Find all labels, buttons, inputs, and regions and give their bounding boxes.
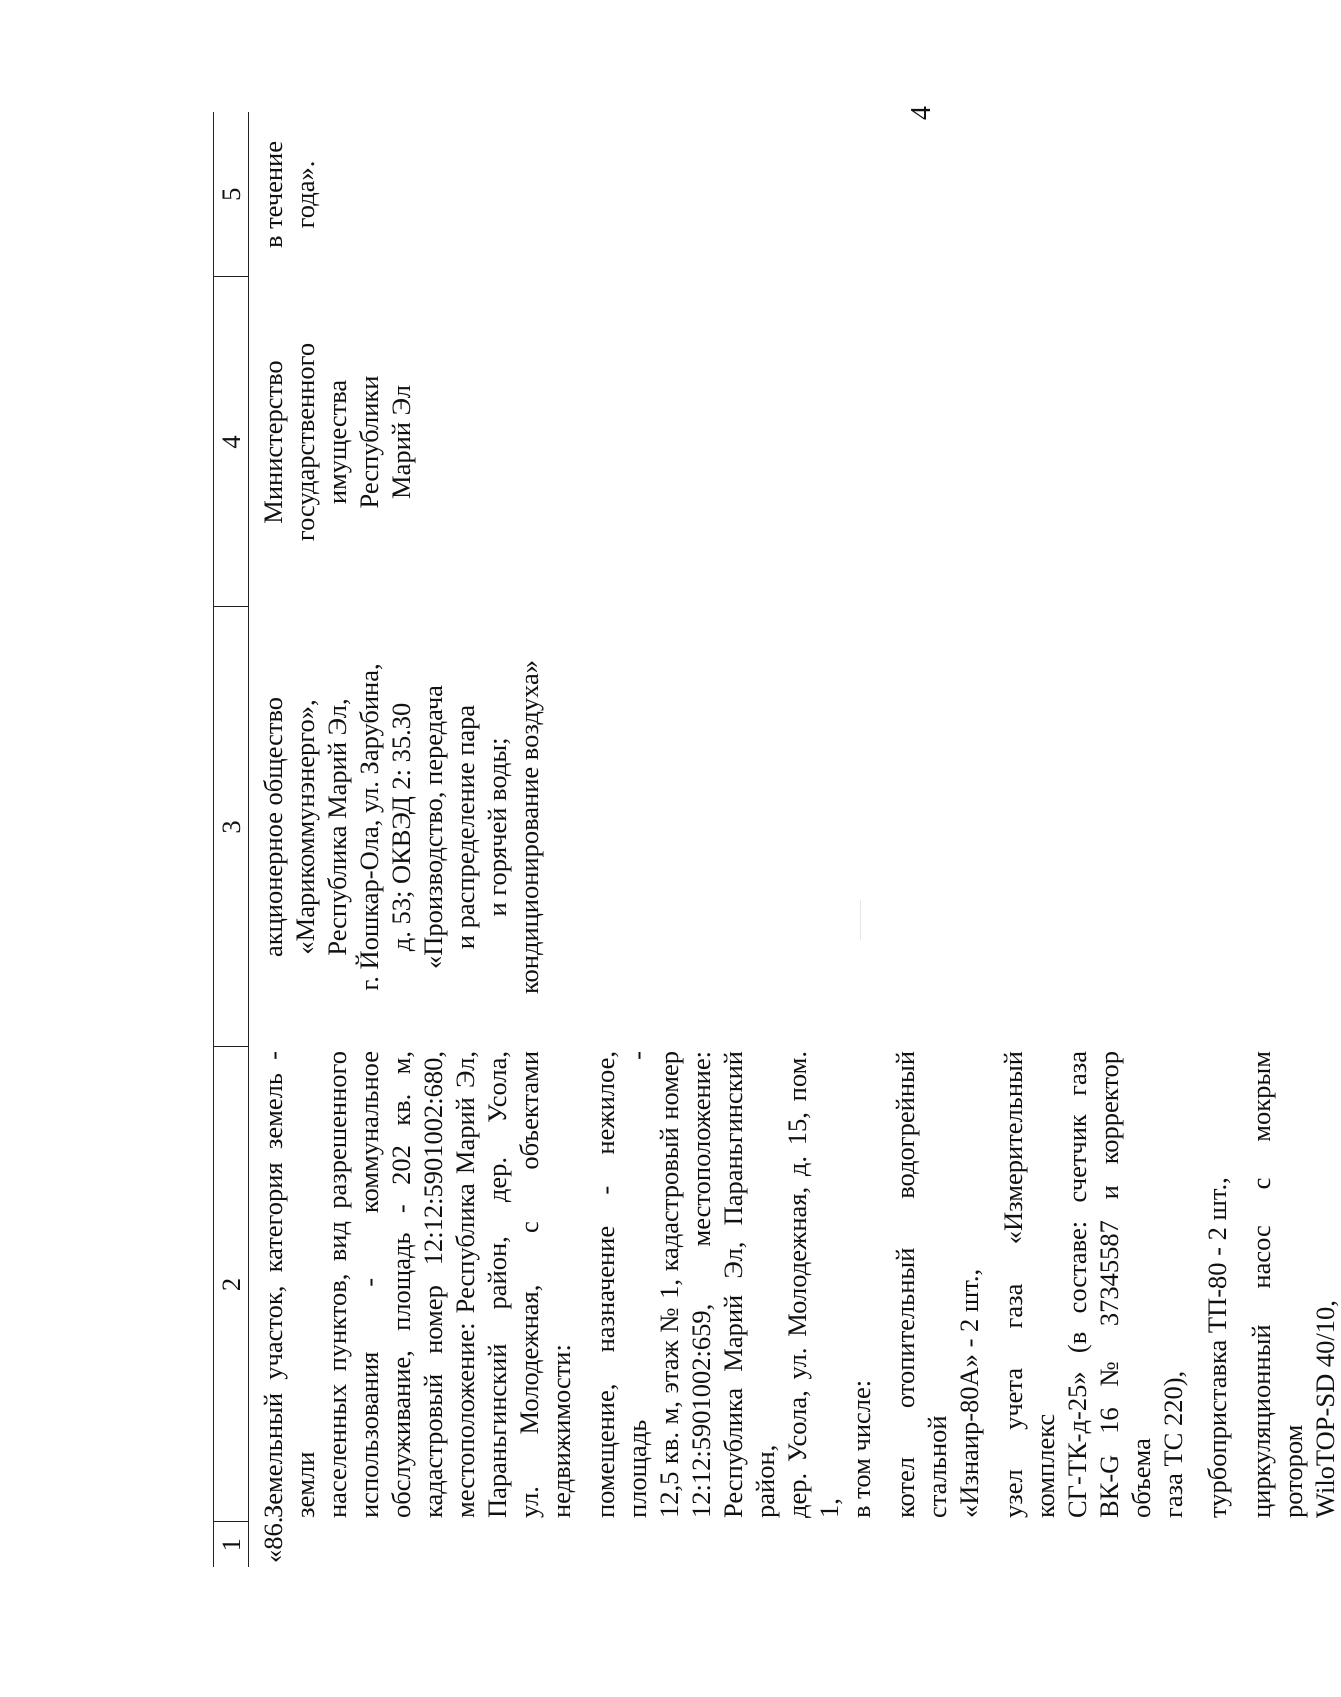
description-block-pump <box>1245 1051 1341 1518</box>
row-number: «86. <box>258 1516 288 1563</box>
column-header-1: 1 <box>214 1522 249 1567</box>
description-line: Земельный участок, категория земель - земли <box>258 1051 320 1518</box>
organization-cell <box>249 607 1341 1047</box>
property-table <box>213 112 1341 1567</box>
column-header-2: 2 <box>214 1047 249 1522</box>
responsible-line: Марий Эл <box>386 385 416 499</box>
description-line: дер. Усола, ул. Молодежная, д. 15, пом. 1, <box>782 1051 844 1518</box>
description-line: СГ-ТК-д-25» (в составе: счетчик газа <box>1062 1051 1092 1518</box>
description-line: населенных пунктов, вид разрешенного <box>322 1051 352 1518</box>
rotated-table-container <box>213 112 1340 1567</box>
description-line: узел учета газа «Измерительный комплекс <box>998 1051 1060 1518</box>
organization-line: и распределение пара <box>450 704 480 950</box>
row-number-cell <box>249 1516 1341 1567</box>
organization-line: кондиционирование воздуха» <box>514 660 544 994</box>
description-line: Параньгинский район, дер. Усола, <box>482 1051 512 1518</box>
description-cell <box>249 1047 1341 1522</box>
deadline-line: года». <box>290 160 320 229</box>
responsible-line: государственного <box>290 342 320 542</box>
description-line: турбоприставка ТП-80 - 2 шт., <box>1202 1177 1232 1518</box>
description-line: кадастровый номер 12:12:5901002:680, <box>418 1051 448 1518</box>
organization-line: акционерное общество <box>258 696 288 958</box>
description-line: использования - коммунальное <box>354 1051 384 1518</box>
description-line: «Изнаир-80А» - 2 шт., <box>954 1268 984 1518</box>
description-line: ул. Молодежная, с объектами недвижимости: <box>514 1051 576 1518</box>
organization-text <box>257 611 545 1043</box>
column-header-3: 3 <box>214 607 249 1047</box>
description-line: Республика Марий Эл, Параньгинский район, <box>718 1051 780 1518</box>
description-line: местоположение: Республика Марий Эл, <box>450 1051 480 1518</box>
description-line: ВК-G 16 № 37345587 и корректор объема <box>1094 1051 1156 1518</box>
description-block-premises <box>589 1051 877 1518</box>
description-line: котел отопительный водогрейный стальной <box>890 1051 952 1518</box>
page-number: 4 <box>906 106 937 120</box>
organization-line: д. 53; ОКВЭД 2: 35.30 <box>386 702 416 952</box>
deadline-line: в течение <box>258 140 288 249</box>
description-line: помещение, назначение - нежилое, площадь - <box>590 1051 652 1518</box>
description-line: WiloTOP-SD 40/10, <box>1310 1300 1340 1518</box>
description-block-turbo <box>1201 1051 1233 1518</box>
description-line: 12,5 кв. м, этаж № 1, кадастровый номер <box>654 1051 684 1518</box>
description-line: циркуляционный насос с мокрым ротором <box>1246 1051 1308 1518</box>
responsible-line: Министерство <box>258 360 288 524</box>
organization-line: «Марикоммунэнерго», <box>290 699 320 955</box>
responsible-text <box>257 281 417 603</box>
organization-line: Республика Марий Эл, <box>322 698 352 956</box>
description-block-gas-meter <box>997 1051 1189 1518</box>
description-line: обслуживание, площадь - 202 кв. м, <box>386 1051 416 1518</box>
description-block-land <box>257 1051 577 1518</box>
column-header-4: 4 <box>214 277 249 607</box>
scan-mark <box>860 900 861 940</box>
deadline-cell <box>249 112 1341 277</box>
organization-line: и горячей воды; <box>482 737 512 917</box>
table-header-row <box>214 112 249 1567</box>
description-line: газа ТС 220), <box>1158 1370 1188 1518</box>
column-header-5: 5 <box>214 112 249 277</box>
description-block-boiler <box>889 1051 985 1518</box>
description-line: 12:12:5901002:659, местоположение: <box>686 1051 716 1518</box>
deadline-text <box>257 116 321 273</box>
responsible-cell <box>249 277 1341 607</box>
organization-line: г. Йошкар-Ола, ул. Зарубина, <box>354 663 384 991</box>
description-line: в том числе: <box>846 1379 876 1518</box>
responsible-line: имущества <box>322 379 352 505</box>
responsible-line: Республики <box>354 375 384 509</box>
organization-line: «Производство, передача <box>418 685 448 969</box>
table-row <box>249 112 1341 1567</box>
